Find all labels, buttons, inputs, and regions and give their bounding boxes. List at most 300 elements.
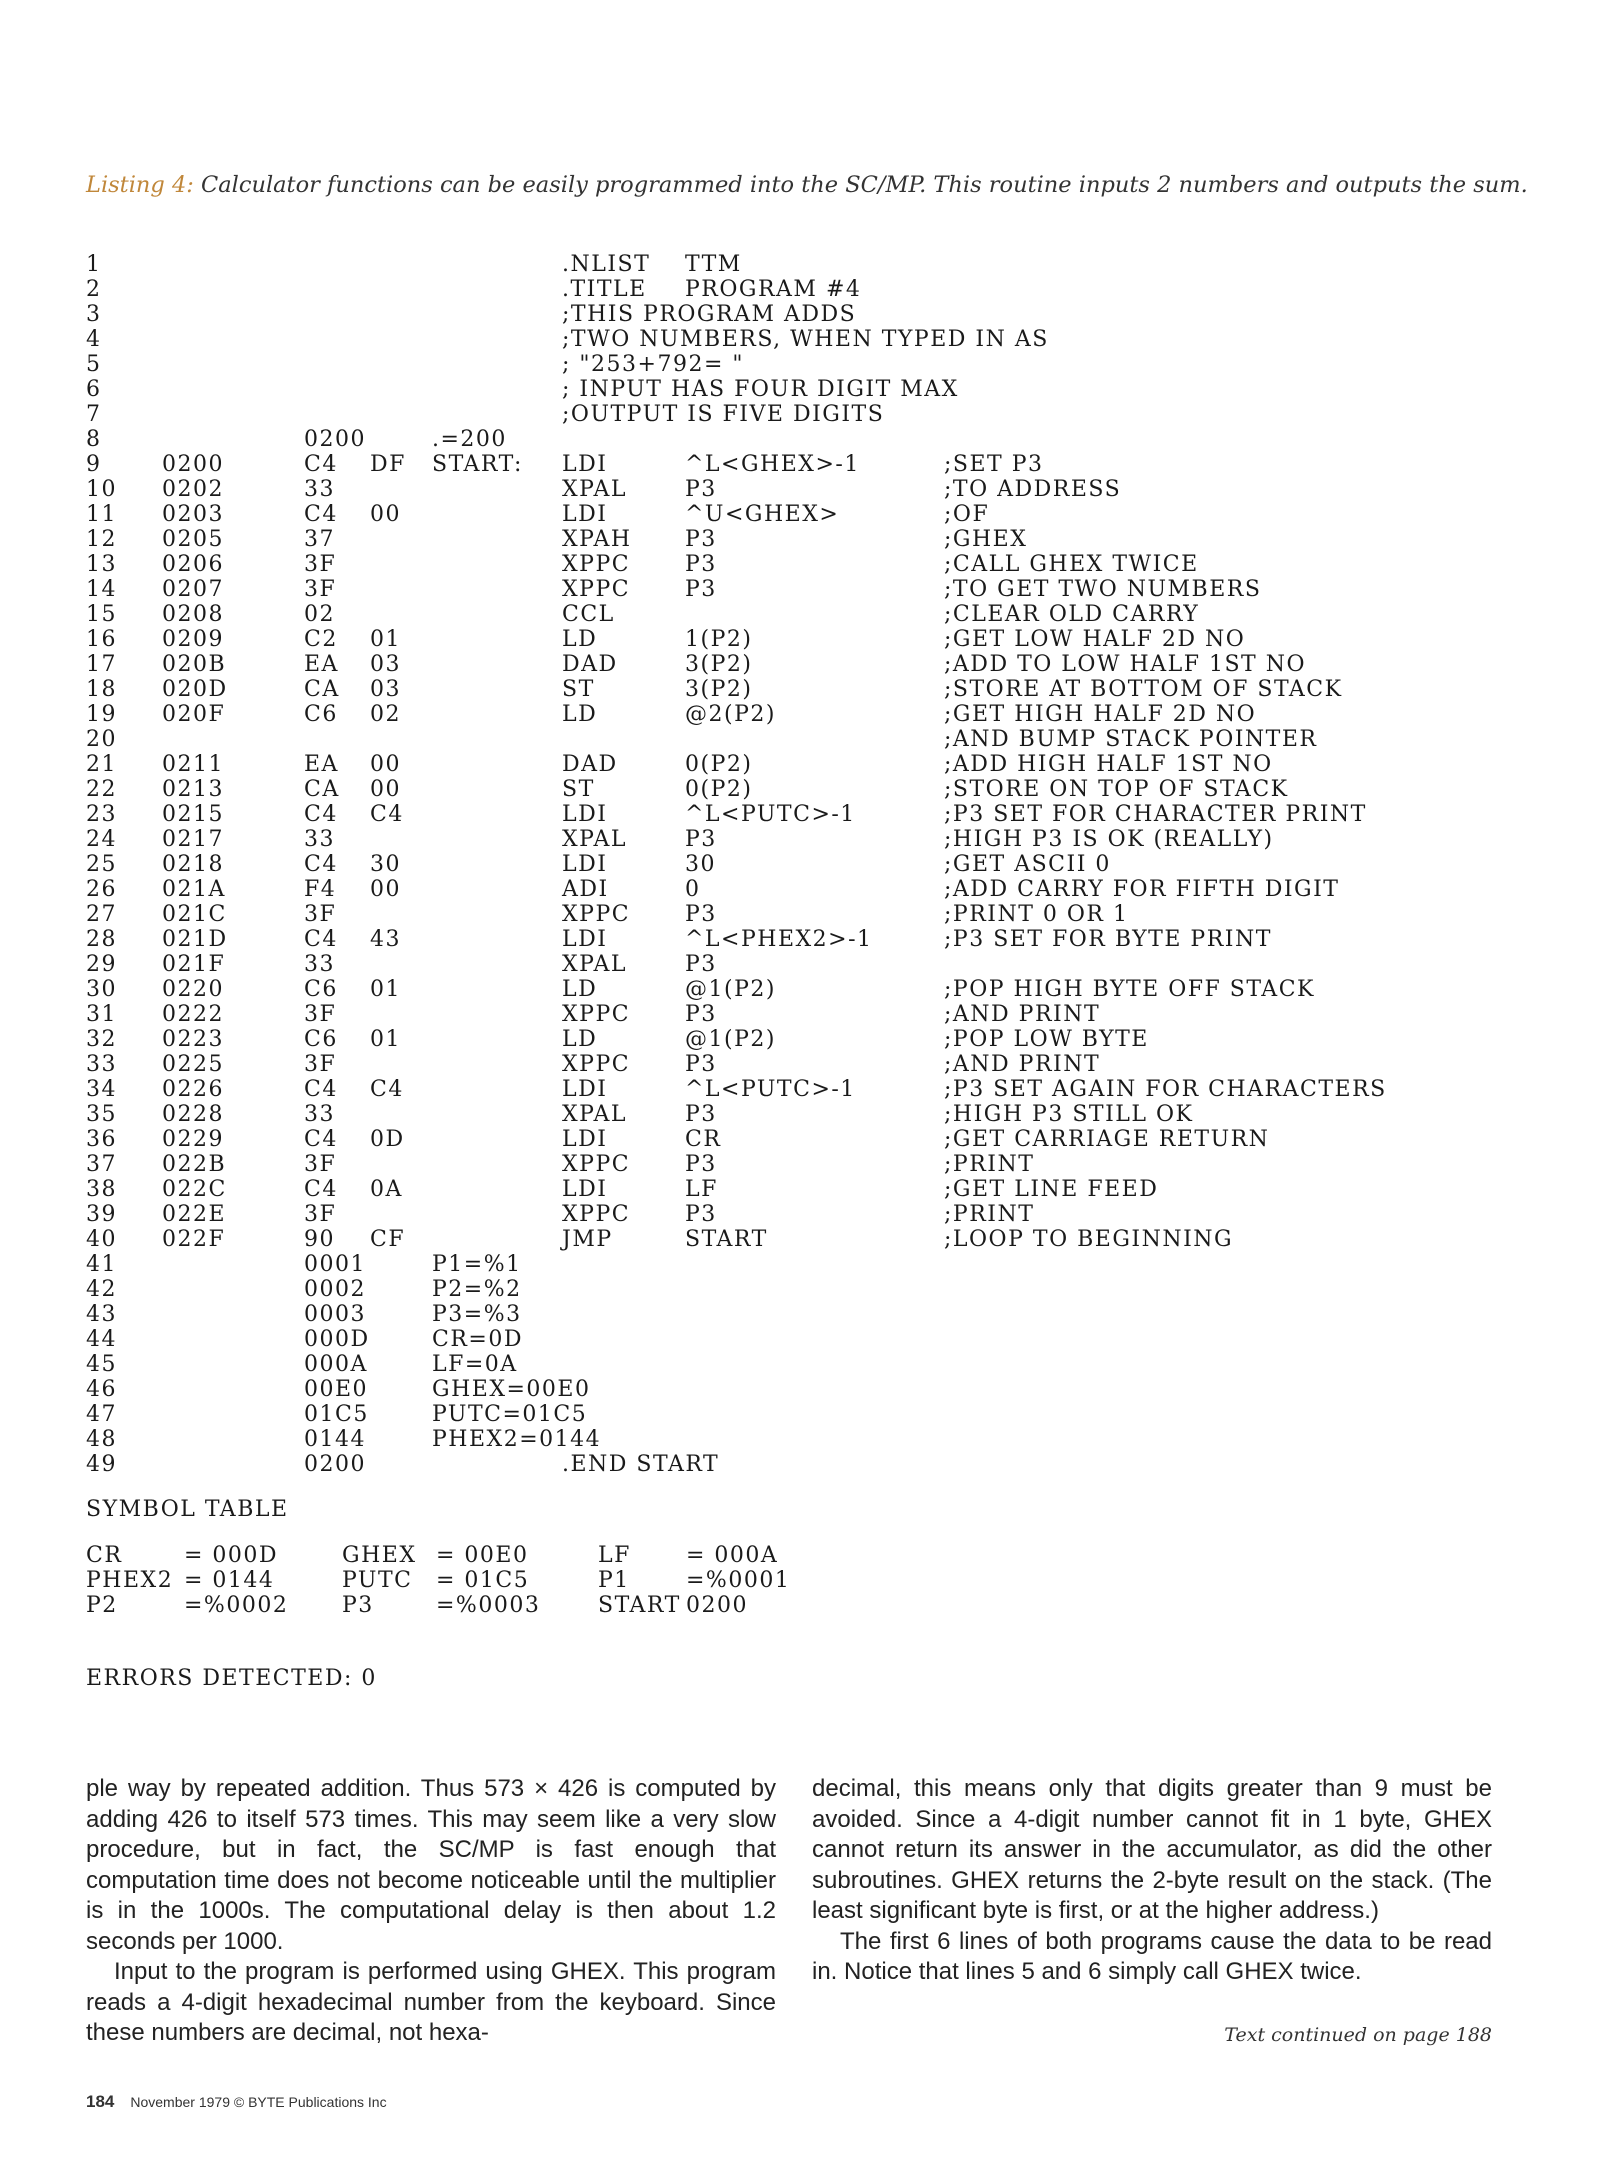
caption-text: Calculator functions can be easily programmed into the SC/MP. This routine inputs 2 numbers and outputs the sum. <box>201 172 1528 198</box>
comment: ;ADD TO LOW HALF 1ST NO <box>944 652 1306 677</box>
listing-row <box>86 902 1486 927</box>
comment: ;P3 SET AGAIN FOR CHARACTERS <box>944 1077 1387 1102</box>
opcode-byte2: C4 <box>370 1077 404 1102</box>
listing-row <box>86 252 1486 277</box>
symbol-value: =%0001 <box>686 1568 791 1593</box>
mnemonic: DAD <box>562 752 618 777</box>
listing-row <box>86 1277 1486 1302</box>
line-number: 48 <box>86 1427 117 1452</box>
listing-row <box>86 1127 1486 1152</box>
comment: ;ADD CARRY FOR FIFTH DIGIT <box>944 877 1340 902</box>
opcode-byte1: 33 <box>304 1102 335 1127</box>
opcode-byte2: 30 <box>370 852 401 877</box>
listing-row <box>86 277 1486 302</box>
mnemonic: LDI <box>562 1077 608 1102</box>
opcode-byte1: 0003 <box>304 1302 366 1327</box>
opcode-byte1: C2 <box>304 627 338 652</box>
operand: P3 <box>685 1052 717 1077</box>
address: 0209 <box>162 627 224 652</box>
label: LF=0A <box>432 1352 518 1377</box>
address: 022B <box>162 1152 227 1177</box>
line-number: 44 <box>86 1327 117 1352</box>
listing-row <box>86 1377 1486 1402</box>
operand: @1(P2) <box>685 977 776 1002</box>
listing-row <box>86 1302 1486 1327</box>
opcode-byte2: 02 <box>370 702 401 727</box>
opcode-byte2: 0A <box>370 1177 403 1202</box>
operand: P3 <box>685 1202 717 1227</box>
comment: ;AND BUMP STACK POINTER <box>944 727 1318 752</box>
operand: CR <box>685 1127 722 1152</box>
label: PHEX2=0144 <box>432 1427 602 1452</box>
mnemonic: .END START <box>562 1452 720 1477</box>
listing-row <box>86 877 1486 902</box>
operand: PROGRAM #4 <box>685 277 862 302</box>
symbol-value: = 000A <box>686 1543 779 1568</box>
listing-row <box>86 1002 1486 1027</box>
symbol-table-rows <box>86 1543 986 1618</box>
listing-caption <box>86 172 1546 198</box>
operand: P3 <box>685 552 717 577</box>
address: 0213 <box>162 777 224 802</box>
line-number: 46 <box>86 1377 117 1402</box>
opcode-byte1: C4 <box>304 852 338 877</box>
symbol-name: GHEX <box>342 1543 417 1568</box>
listing-row <box>86 527 1486 552</box>
opcode-byte1: 3F <box>304 1002 337 1027</box>
address: 020D <box>162 677 228 702</box>
address: 0226 <box>162 1077 224 1102</box>
listing-row <box>86 677 1486 702</box>
address: 0229 <box>162 1127 224 1152</box>
line-number: 34 <box>86 1077 117 1102</box>
symbol-name: P3 <box>342 1593 374 1618</box>
listing-row <box>86 652 1486 677</box>
comment: ;STORE ON TOP OF STACK <box>944 777 1289 802</box>
comment: ;SET P3 <box>944 452 1044 477</box>
mnemonic: XPAH <box>562 527 632 552</box>
address: 020B <box>162 652 227 677</box>
opcode-byte2: 43 <box>370 927 401 952</box>
opcode-byte1: 02 <box>304 602 335 627</box>
symbol-row <box>86 1593 986 1618</box>
comment: ;PRINT <box>944 1202 1035 1227</box>
symbol-name: PHEX2 <box>86 1568 174 1593</box>
line-number: 17 <box>86 652 117 677</box>
line-number: 38 <box>86 1177 117 1202</box>
opcode-byte2: 03 <box>370 677 401 702</box>
opcode-byte1: 3F <box>304 1152 337 1177</box>
line-number: 41 <box>86 1252 117 1277</box>
opcode-byte1: 00E0 <box>304 1377 369 1402</box>
listing-row <box>86 952 1486 977</box>
comment: ;LOOP TO BEGINNING <box>944 1227 1234 1252</box>
page-number: 184 <box>86 2092 115 2111</box>
mnemonic: ; INPUT HAS FOUR DIGIT MAX <box>562 377 959 402</box>
mnemonic: LDI <box>562 1177 608 1202</box>
mnemonic: LD <box>562 702 598 727</box>
opcode-byte1: C4 <box>304 452 338 477</box>
line-number: 28 <box>86 927 117 952</box>
line-number: 9 <box>86 452 102 477</box>
mnemonic: LD <box>562 627 598 652</box>
line-number: 23 <box>86 802 117 827</box>
symbol-name: P1 <box>598 1568 630 1593</box>
opcode-byte2: 01 <box>370 627 401 652</box>
comment: ;TO ADDRESS <box>944 477 1122 502</box>
line-number: 45 <box>86 1352 117 1377</box>
line-number: 10 <box>86 477 117 502</box>
address: 020F <box>162 702 226 727</box>
comment: ;GET ASCII 0 <box>944 852 1111 877</box>
line-number: 11 <box>86 502 117 527</box>
operand: P3 <box>685 827 717 852</box>
symbol-value: = 0144 <box>184 1568 275 1593</box>
operand: P3 <box>685 902 717 927</box>
symbol-name: LF <box>598 1543 631 1568</box>
mnemonic: LDI <box>562 802 608 827</box>
line-number: 33 <box>86 1052 117 1077</box>
symbol-name: PUTC <box>342 1568 413 1593</box>
operand: 1(P2) <box>685 627 753 652</box>
listing-row <box>86 1052 1486 1077</box>
listing-row <box>86 752 1486 777</box>
line-number: 35 <box>86 1102 117 1127</box>
line-number: 29 <box>86 952 117 977</box>
opcode-byte1: C4 <box>304 927 338 952</box>
body-paragraph: The first 6 lines of both programs cause the data to be read in. Notice that lines 5 and 6 simply call GHEX twice. <box>812 1927 1492 1985</box>
operand: @2(P2) <box>685 702 776 727</box>
mnemonic: LDI <box>562 452 608 477</box>
label: PUTC=01C5 <box>432 1402 588 1427</box>
address: 0207 <box>162 577 224 602</box>
mnemonic: XPPC <box>562 577 631 602</box>
symbol-name: CR <box>86 1543 123 1568</box>
opcode-byte2: 00 <box>370 752 401 777</box>
address: 0218 <box>162 852 224 877</box>
opcode-byte1: 0001 <box>304 1252 366 1277</box>
opcode-byte1: C6 <box>304 702 338 727</box>
line-number: 3 <box>86 302 102 327</box>
opcode-byte1: C4 <box>304 502 338 527</box>
opcode-byte2: CF <box>370 1227 406 1252</box>
comment: ;OF <box>944 502 990 527</box>
operand: 30 <box>685 852 716 877</box>
comment: ;P3 SET FOR CHARACTER PRINT <box>944 802 1367 827</box>
listing-row <box>86 727 1486 752</box>
listing-row <box>86 552 1486 577</box>
address: 021C <box>162 902 227 927</box>
opcode-byte1: 3F <box>304 1202 337 1227</box>
line-number: 7 <box>86 402 102 427</box>
address: 021A <box>162 877 226 902</box>
mnemonic: JMP <box>562 1227 613 1252</box>
line-number: 18 <box>86 677 117 702</box>
listing-row <box>86 852 1486 877</box>
label: P2=%2 <box>432 1277 522 1302</box>
operand: @1(P2) <box>685 1027 776 1052</box>
opcode-byte1: 3F <box>304 552 337 577</box>
mnemonic: .NLIST <box>562 252 651 277</box>
operand: ^L<PUTC>-1 <box>685 802 856 827</box>
opcode-byte1: C4 <box>304 1177 338 1202</box>
address: 0205 <box>162 527 224 552</box>
symbol-table-heading: SYMBOL TABLE <box>86 1497 289 1522</box>
symbol-value: =%0003 <box>436 1593 541 1618</box>
opcode-byte1: C4 <box>304 1127 338 1152</box>
symbol-table <box>86 1497 986 1691</box>
line-number: 26 <box>86 877 117 902</box>
opcode-byte2: 01 <box>370 1027 401 1052</box>
listing-row <box>86 777 1486 802</box>
listing-row <box>86 1102 1486 1127</box>
address: 0228 <box>162 1102 224 1127</box>
listing-row <box>86 1402 1486 1427</box>
listing-row <box>86 1152 1486 1177</box>
listing-row <box>86 452 1486 477</box>
address: 022C <box>162 1177 227 1202</box>
label: CR=0D <box>432 1327 523 1352</box>
address: 022E <box>162 1202 227 1227</box>
opcode-byte1: 90 <box>304 1227 335 1252</box>
operand: 0 <box>685 877 701 902</box>
line-number: 2 <box>86 277 102 302</box>
listing-row <box>86 1252 1486 1277</box>
line-number: 1 <box>86 252 102 277</box>
address: 021D <box>162 927 228 952</box>
operand: P3 <box>685 527 717 552</box>
mnemonic: XPPC <box>562 902 631 927</box>
operand: P3 <box>685 1152 717 1177</box>
opcode-byte1: 37 <box>304 527 335 552</box>
listing-row <box>86 302 1486 327</box>
mnemonic: LDI <box>562 927 608 952</box>
mnemonic: XPPC <box>562 1152 631 1177</box>
mnemonic: ;TWO NUMBERS, WHEN TYPED IN AS <box>562 327 1049 352</box>
body-paragraph: Input to the program is performed using GHEX. This program reads a 4-digit hexadecimal number from the keyboard. Since these numbers are decimal, not hexa- <box>86 1958 776 2046</box>
address: 0200 <box>162 452 224 477</box>
address: 022F <box>162 1227 226 1252</box>
program-listing <box>86 252 1486 1477</box>
address: 0223 <box>162 1027 224 1052</box>
address: 0208 <box>162 602 224 627</box>
mnemonic: XPAL <box>562 1102 627 1127</box>
mnemonic: XPAL <box>562 827 627 852</box>
opcode-byte2: 00 <box>370 777 401 802</box>
mnemonic: XPPC <box>562 552 631 577</box>
comment: ;GET HIGH HALF 2D NO <box>944 702 1257 727</box>
comment: ;AND PRINT <box>944 1052 1101 1077</box>
listing-row <box>86 402 1486 427</box>
mnemonic: LDI <box>562 502 608 527</box>
comment: ;CLEAR OLD CARRY <box>944 602 1200 627</box>
address: 0202 <box>162 477 224 502</box>
opcode-byte2: 03 <box>370 652 401 677</box>
comment: ;AND PRINT <box>944 1002 1101 1027</box>
address: 0206 <box>162 552 224 577</box>
line-number: 8 <box>86 427 102 452</box>
listing-row <box>86 802 1486 827</box>
operand: P3 <box>685 577 717 602</box>
mnemonic: LDI <box>562 852 608 877</box>
address: 0222 <box>162 1002 224 1027</box>
mnemonic: XPPC <box>562 1052 631 1077</box>
opcode-byte2: DF <box>370 452 406 477</box>
comment: ;GHEX <box>944 527 1028 552</box>
line-number: 30 <box>86 977 117 1002</box>
comment: ;GET LINE FEED <box>944 1177 1159 1202</box>
address: 0215 <box>162 802 224 827</box>
listing-row <box>86 577 1486 602</box>
comment: ;HIGH P3 IS OK (REALLY) <box>944 827 1274 852</box>
comment: ;POP HIGH BYTE OFF STACK <box>944 977 1315 1002</box>
line-number: 32 <box>86 1027 117 1052</box>
opcode-byte1: F4 <box>304 877 337 902</box>
opcode-byte2: 00 <box>370 502 401 527</box>
line-number: 37 <box>86 1152 117 1177</box>
listing-row <box>86 977 1486 1002</box>
opcode-byte1: 0002 <box>304 1277 366 1302</box>
page-footer <box>86 2092 387 2112</box>
listing-row <box>86 1327 1486 1352</box>
label: P3=%3 <box>432 1302 522 1327</box>
line-number: 47 <box>86 1402 117 1427</box>
operand: 3(P2) <box>685 677 753 702</box>
opcode-byte1: 3F <box>304 902 337 927</box>
line-number: 25 <box>86 852 117 877</box>
line-number: 40 <box>86 1227 117 1252</box>
symbol-value: = 00E0 <box>436 1543 529 1568</box>
line-number: 24 <box>86 827 117 852</box>
line-number: 6 <box>86 377 102 402</box>
line-number: 31 <box>86 1002 117 1027</box>
listing-row <box>86 377 1486 402</box>
opcode-byte2: 0D <box>370 1127 405 1152</box>
caption-label: Listing 4: <box>86 172 194 198</box>
mnemonic: .TITLE <box>562 277 647 302</box>
listing-row <box>86 1427 1486 1452</box>
operand: ^L<PUTC>-1 <box>685 1077 856 1102</box>
comment: ;PRINT <box>944 1152 1035 1177</box>
operand: P3 <box>685 1002 717 1027</box>
mnemonic: ; "253+792= " <box>562 352 744 377</box>
listing-row <box>86 702 1486 727</box>
line-number: 13 <box>86 552 117 577</box>
comment: ;POP LOW BYTE <box>944 1027 1149 1052</box>
mnemonic: LD <box>562 1027 598 1052</box>
operand: 0(P2) <box>685 777 753 802</box>
mnemonic: XPAL <box>562 477 627 502</box>
symbol-value: 0200 <box>686 1593 748 1618</box>
line-number: 22 <box>86 777 117 802</box>
mnemonic: DAD <box>562 652 618 677</box>
body-column-right <box>812 1774 1492 1988</box>
comment: ;GET LOW HALF 2D NO <box>944 627 1246 652</box>
label: P1=%1 <box>432 1252 522 1277</box>
mnemonic: XPPC <box>562 1002 631 1027</box>
opcode-byte2: 01 <box>370 977 401 1002</box>
line-number: 14 <box>86 577 117 602</box>
line-number: 12 <box>86 527 117 552</box>
operand: ^U<GHEX> <box>685 502 840 527</box>
footer-credit: November 1979 © BYTE Publications Inc <box>130 2094 387 2110</box>
mnemonic: XPPC <box>562 1202 631 1227</box>
listing-row <box>86 1177 1486 1202</box>
listing-row <box>86 352 1486 377</box>
mnemonic: ADI <box>562 877 609 902</box>
listing-row <box>86 1027 1486 1052</box>
opcode-byte1: C6 <box>304 977 338 1002</box>
address: 0211 <box>162 752 224 777</box>
opcode-byte1: 0200 <box>304 1452 366 1477</box>
listing-row <box>86 627 1486 652</box>
line-number: 27 <box>86 902 117 927</box>
opcode-byte1: CA <box>304 777 340 802</box>
line-number: 16 <box>86 627 117 652</box>
mnemonic: CCL <box>562 602 615 627</box>
opcode-byte1: 33 <box>304 477 335 502</box>
line-number: 19 <box>86 702 117 727</box>
body-paragraph: decimal, this means only that digits greater than 9 must be avoided. Since a 4-digit number cannot fit in 1 byte, GHEX cannot return its answer in the accumulator, as did the other subroutines. GHEX returns the 2-byte result on the stack. (The least significant byte is first, or at the higher address.) <box>812 1775 1492 1924</box>
line-number: 36 <box>86 1127 117 1152</box>
address: 0225 <box>162 1052 224 1077</box>
listing-row <box>86 477 1486 502</box>
symbol-row <box>86 1568 986 1593</box>
opcode-byte1: 33 <box>304 827 335 852</box>
opcode-byte1: EA <box>304 752 339 777</box>
line-number: 4 <box>86 327 102 352</box>
address: 0220 <box>162 977 224 1002</box>
symbol-name: START <box>598 1593 681 1618</box>
operand: START <box>685 1227 768 1252</box>
listing-row <box>86 427 1486 452</box>
listing-row <box>86 1352 1486 1377</box>
mnemonic: ST <box>562 677 595 702</box>
mnemonic: ;OUTPUT IS FIVE DIGITS <box>562 402 885 427</box>
operand: ^L<GHEX>-1 <box>685 452 860 477</box>
listing-row <box>86 502 1486 527</box>
operand: 0(P2) <box>685 752 753 777</box>
operand: P3 <box>685 1102 717 1127</box>
symbol-value: = 01C5 <box>436 1568 530 1593</box>
mnemonic: ;THIS PROGRAM ADDS <box>562 302 857 327</box>
opcode-byte1: 000D <box>304 1327 370 1352</box>
line-number: 5 <box>86 352 102 377</box>
opcode-byte1: C6 <box>304 1027 338 1052</box>
opcode-byte1: 0200 <box>304 427 366 452</box>
operand: P3 <box>685 952 717 977</box>
line-number: 43 <box>86 1302 117 1327</box>
opcode-byte2: 00 <box>370 877 401 902</box>
comment: ;PRINT 0 OR 1 <box>944 902 1129 927</box>
comment: ;STORE AT BOTTOM OF STACK <box>944 677 1343 702</box>
operand: 3(P2) <box>685 652 753 677</box>
label: GHEX=00E0 <box>432 1377 591 1402</box>
errors-detected: ERRORS DETECTED: 0 <box>86 1666 377 1691</box>
comment: ;GET CARRIAGE RETURN <box>944 1127 1270 1152</box>
line-number: 39 <box>86 1202 117 1227</box>
body-paragraph: ple way by repeated addition. Thus 573 × 426 is computed by adding 426 to itself 573 times. This may seem like a very slow procedure, but in fact, the SC/MP is fast enough that computation time does not become noticeable until the multiplier is in the 1000s. The computational delay is then about 1.2 seconds per 1000. <box>86 1775 776 1955</box>
continued-note: Text continued on page 188 <box>1224 2024 1492 2046</box>
symbol-value: =%0002 <box>184 1593 289 1618</box>
address: 0203 <box>162 502 224 527</box>
comment: ;CALL GHEX TWICE <box>944 552 1199 577</box>
listing-row <box>86 327 1486 352</box>
listing-row <box>86 1452 1486 1477</box>
listing-row <box>86 1202 1486 1227</box>
mnemonic: ST <box>562 777 595 802</box>
opcode-byte1: 3F <box>304 1052 337 1077</box>
